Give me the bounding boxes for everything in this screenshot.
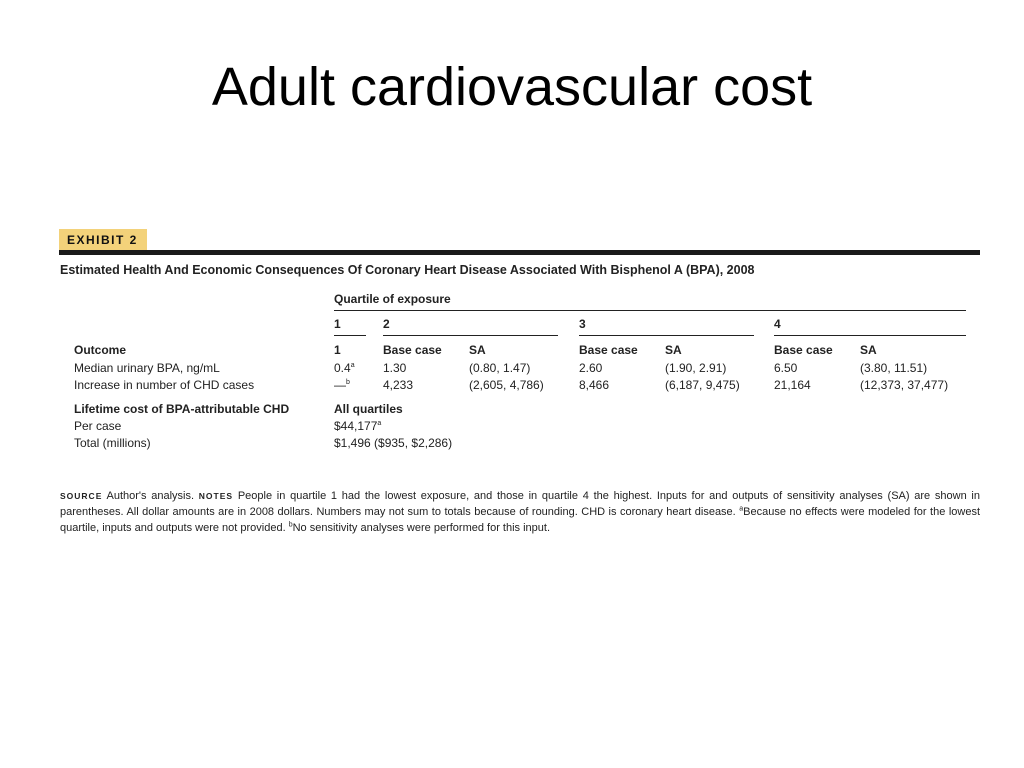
exhibit-badge: EXHIBIT 2 [59, 229, 147, 251]
source-text: Author's analysis. [102, 490, 199, 502]
total-millions-label: Total (millions) [74, 436, 151, 450]
note-b-text: No sensitivity analyses were performed for this input. [292, 522, 550, 534]
source-label: SOURCE [60, 491, 103, 501]
row1-q2-sa: (0.80, 1.47) [469, 361, 531, 375]
notes-label: NOTES [198, 491, 234, 501]
row-label-chd-cases: Increase in number of CHD cases [74, 378, 255, 392]
quartile-1-header: 1 [334, 317, 341, 331]
exhibit-rule [59, 250, 980, 255]
outcome-header: Outcome [74, 343, 127, 357]
row1-q4-sa: (3.80, 11.51) [860, 361, 928, 375]
q3-base-header: Base case [579, 343, 638, 357]
group-header-rule [334, 310, 966, 311]
note-b-mark: b [288, 521, 293, 529]
note-a-mark: a [739, 505, 744, 513]
note-a-text: Because no effects were modeled for the lowest quartile, inputs and outputs were not provided. [60, 506, 981, 534]
quartile-group-header: Quartile of exposure [334, 292, 451, 306]
row1-q2-base: 1.30 [383, 361, 407, 375]
row2-q2-sa: (2,605, 4,786) [469, 378, 544, 392]
q2-sa-header: SA [469, 343, 486, 357]
row1-q1-cell: 0.4$^a$ [334, 361, 355, 375]
lifetime-cost-header: Lifetime cost of BPA-attributable CHD [74, 402, 290, 416]
q3-sa-header: SA [665, 343, 682, 357]
quartile-2-rule [383, 335, 558, 336]
row2-q3-base: 8,466 [579, 378, 610, 392]
total-millions-value: $1,496 ($935, $2,286) [334, 436, 453, 450]
quartile-3-header: 3 [579, 317, 586, 331]
row2-q1-cell: —$^b$ [334, 378, 350, 392]
row2-q4-base: 21,164 [774, 378, 811, 392]
row2-q3-sa: (6,187, 9,475) [665, 378, 740, 392]
row-label-median-bpa: Median urinary BPA, ng/mL [74, 361, 220, 375]
q2-base-header: Base case [383, 343, 442, 357]
quartile-4-header: 4 [774, 317, 781, 331]
row2-q4-sa: (12,373, 37,477) [860, 378, 949, 392]
per-case-value: $44,177$^a$ [334, 419, 382, 433]
row1-q4-base: 6.50 [774, 361, 798, 375]
q4-sa-header: SA [860, 343, 877, 357]
notes-text: People in quartile 1 had the lowest exposure, and those in quartile 4 the highest. Inputs for and outputs of sensitivity analyses (SA) are shown in parentheses. All dollar amounts are in 2008 dollars. Numbers may not sum to totals because of rounding. CHD is coronary heart disease. [60, 490, 980, 518]
q1-subheader: 1 [334, 343, 341, 357]
q4-base-header: Base case [774, 343, 833, 357]
exhibit-caption: Estimated Health And Economic Consequences Of Coronary Heart Disease Associated With Bisphenol A (BPA), 2008 [60, 263, 755, 277]
quartile-3-rule [579, 335, 754, 336]
quartile-4-rule [774, 335, 966, 336]
row1-q3-base: 2.60 [579, 361, 603, 375]
quartile-2-header: 2 [383, 317, 390, 331]
row1-q3-sa: (1.90, 2.91) [665, 361, 727, 375]
source-notes [60, 488, 980, 536]
all-quartiles-header: All quartiles [334, 402, 403, 416]
quartile-1-rule [334, 335, 366, 336]
per-case-label: Per case [74, 419, 122, 433]
row2-q2-base: 4,233 [383, 378, 414, 392]
slide-title: Adult cardiovascular cost [211, 57, 813, 117]
